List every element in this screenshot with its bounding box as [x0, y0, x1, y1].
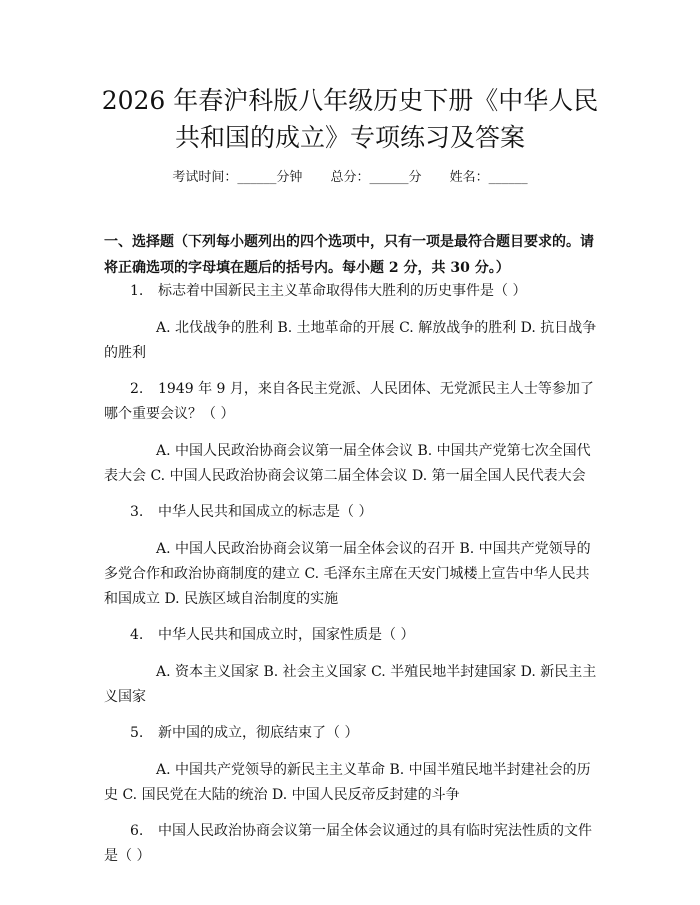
question-stem	[104, 500, 599, 525]
question-stem	[104, 721, 599, 746]
question-number: 2.	[130, 381, 144, 397]
question-stem	[104, 623, 599, 648]
question-3	[104, 500, 599, 612]
question-stem	[104, 377, 599, 427]
question-text: 中华人民共和国成立时，国家性质是（ ）	[158, 627, 415, 643]
page-title	[80, 82, 620, 156]
question-options: A. 北伐战争的胜利 B. 土地革命的开展 C. 解放战争的胜利 D. 抗日战争的胜利	[104, 320, 597, 361]
exam-time-label: 考试时间：______分钟	[172, 170, 303, 185]
section-heading: 一、选择题（下列每小题列出的四个选项中，只有一项是最符合题目要求的。请将正确选项的字母填在题后的括号内。每小题 2 分，共 30 分。）	[104, 234, 594, 276]
question-text: 中国人民政治协商会议第一届全体会议通过的具有临时宪法性质的文件是（ ）	[104, 823, 592, 864]
question-number: 3.	[130, 504, 144, 520]
question-number: 4.	[130, 627, 144, 643]
question-number: 1.	[130, 283, 144, 299]
student-name-label: 姓名：______	[449, 170, 528, 185]
question-1	[104, 279, 599, 366]
title-line-2: 共和国的成立》专项练习及答案	[174, 123, 525, 152]
question-options: A. 中国人民政治协商会议第一届全体会议 B. 中国共产党第七次全国代表大会 C. 中国人民政治协商会议第二届全体会议 D. 第一届全国人民代表大会	[104, 443, 591, 484]
question-stem	[104, 819, 599, 869]
question-stem	[104, 279, 599, 304]
question-options: A. 中国共产党领导的新民主主义革命 B. 中国半殖民地半封建社会的历史 C. 国民党在大陆的统治 D. 中国人民反帝反封建的斗争	[104, 762, 591, 803]
exam-meta	[0, 168, 700, 188]
question-text: 中华人民共和国成立的标志是（ ）	[158, 504, 373, 520]
question-text: 新中国的成立，彻底结束了（ ）	[158, 725, 359, 741]
question-options: A. 中国人民政治协商会议第一届全体会议的召开 B. 中国共产党领导的多党合作和政治协商制度的建立 C. 毛泽东主席在天安门城楼上宣告中华人民共和国成立 D. 民族区域自治制度的实施	[104, 541, 591, 607]
title-line-1: 2026 年春沪科版八年级历史下册《中华人民	[101, 86, 599, 115]
question-4	[104, 623, 599, 710]
question-2	[104, 377, 599, 489]
question-list	[104, 279, 599, 881]
total-score-label: 总分：______分	[330, 170, 422, 185]
question-text: 标志着中国新民主主义革命取得伟大胜利的历史事件是（ ）	[158, 283, 527, 299]
question-6	[104, 819, 599, 869]
question-number: 5.	[130, 725, 144, 741]
question-number: 6.	[130, 823, 144, 839]
question-options: A. 资本主义国家 B. 社会主义国家 C. 半殖民地半封建国家 D. 新民主主义国家	[104, 664, 597, 705]
question-text: 1949 年 9 月，来自各民主党派、人民团体、无党派民主人士等参加了哪个重要会议？（ ）	[104, 381, 594, 422]
question-5	[104, 721, 599, 808]
